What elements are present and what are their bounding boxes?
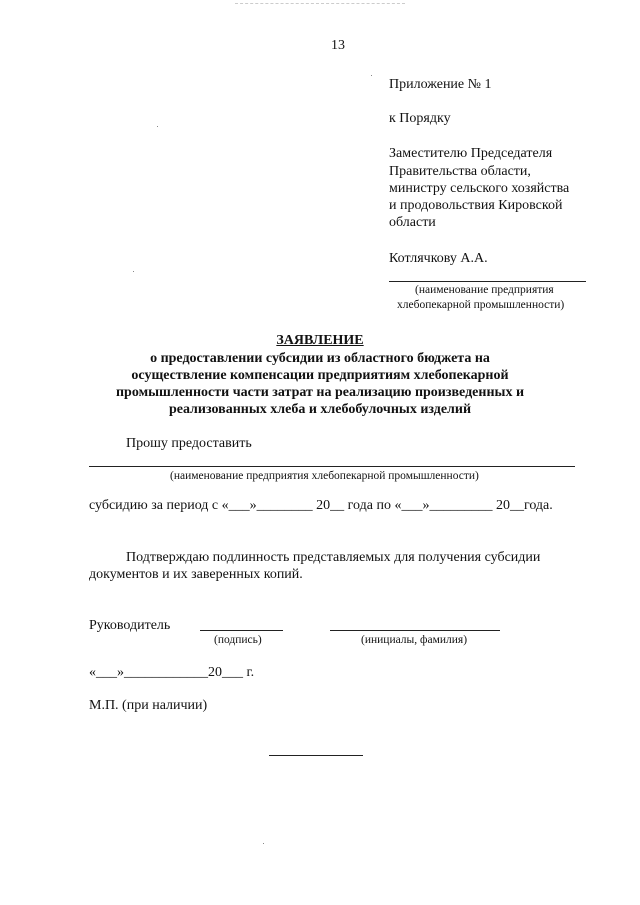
scan-artifact-top [235, 3, 405, 4]
head-label: Руководитель [89, 618, 171, 633]
signature-line [200, 630, 283, 631]
addressee-line-4: и продовольствия Кировской [389, 198, 563, 213]
org-name-line-body [89, 466, 575, 467]
date-line: «___»____________20___ г. [89, 665, 255, 680]
name-line [330, 630, 500, 631]
document-subtitle-1: о предоставлении субсидии из областного бюджета на [150, 351, 490, 366]
org-name-line-header [389, 281, 586, 282]
appendix-label: Приложение № 1 [389, 77, 492, 92]
confirmation-line-1: Подтверждаю подлинность представляемых для получения субсидии [126, 550, 541, 565]
document-subtitle-2: осуществление компенсации предприятиям хлебопекарной [131, 368, 509, 383]
org-caption-body: (наименование предприятия хлебопекарной промышленности) [170, 470, 479, 482]
addressee-line-2: Правительства области, [389, 164, 531, 179]
scan-speck [157, 126, 158, 127]
stamp-label: М.П. (при наличии) [89, 698, 208, 713]
addressee-line-3: министру сельского хозяйства [389, 181, 570, 196]
signature-caption: (подпись) [214, 634, 262, 646]
org-caption-header-1: (наименование предприятия [415, 284, 554, 296]
org-caption-header-2: хлебопекарной промышленности) [397, 299, 565, 311]
addressee-line-5: области [389, 215, 436, 230]
scan-speck [133, 271, 134, 272]
scan-speck [371, 75, 372, 76]
confirmation-line-2: документов и их заверенных копий. [89, 567, 303, 582]
name-caption: (инициалы, фамилия) [361, 634, 468, 646]
addressee-name: Котлячкову А.А. [389, 251, 488, 266]
document-heading: ЗАЯВЛЕНИЕ [276, 333, 364, 348]
page-number: 13 [331, 38, 345, 53]
request-text: Прошу предоставить [126, 436, 252, 451]
document-subtitle-3: промышленности части затрат на реализацию произведенных и [115, 385, 525, 400]
document-subtitle-4: реализованных хлеба и хлебобулочных изделий [168, 402, 472, 417]
order-reference: к Порядку [389, 111, 451, 126]
scan-speck [263, 843, 264, 844]
period-line: субсидию за период с «___»________ 20__ года по «___»_________ 20__года. [89, 498, 553, 513]
closing-rule [269, 755, 363, 756]
addressee-line-1: Заместителю Председателя [389, 146, 553, 161]
